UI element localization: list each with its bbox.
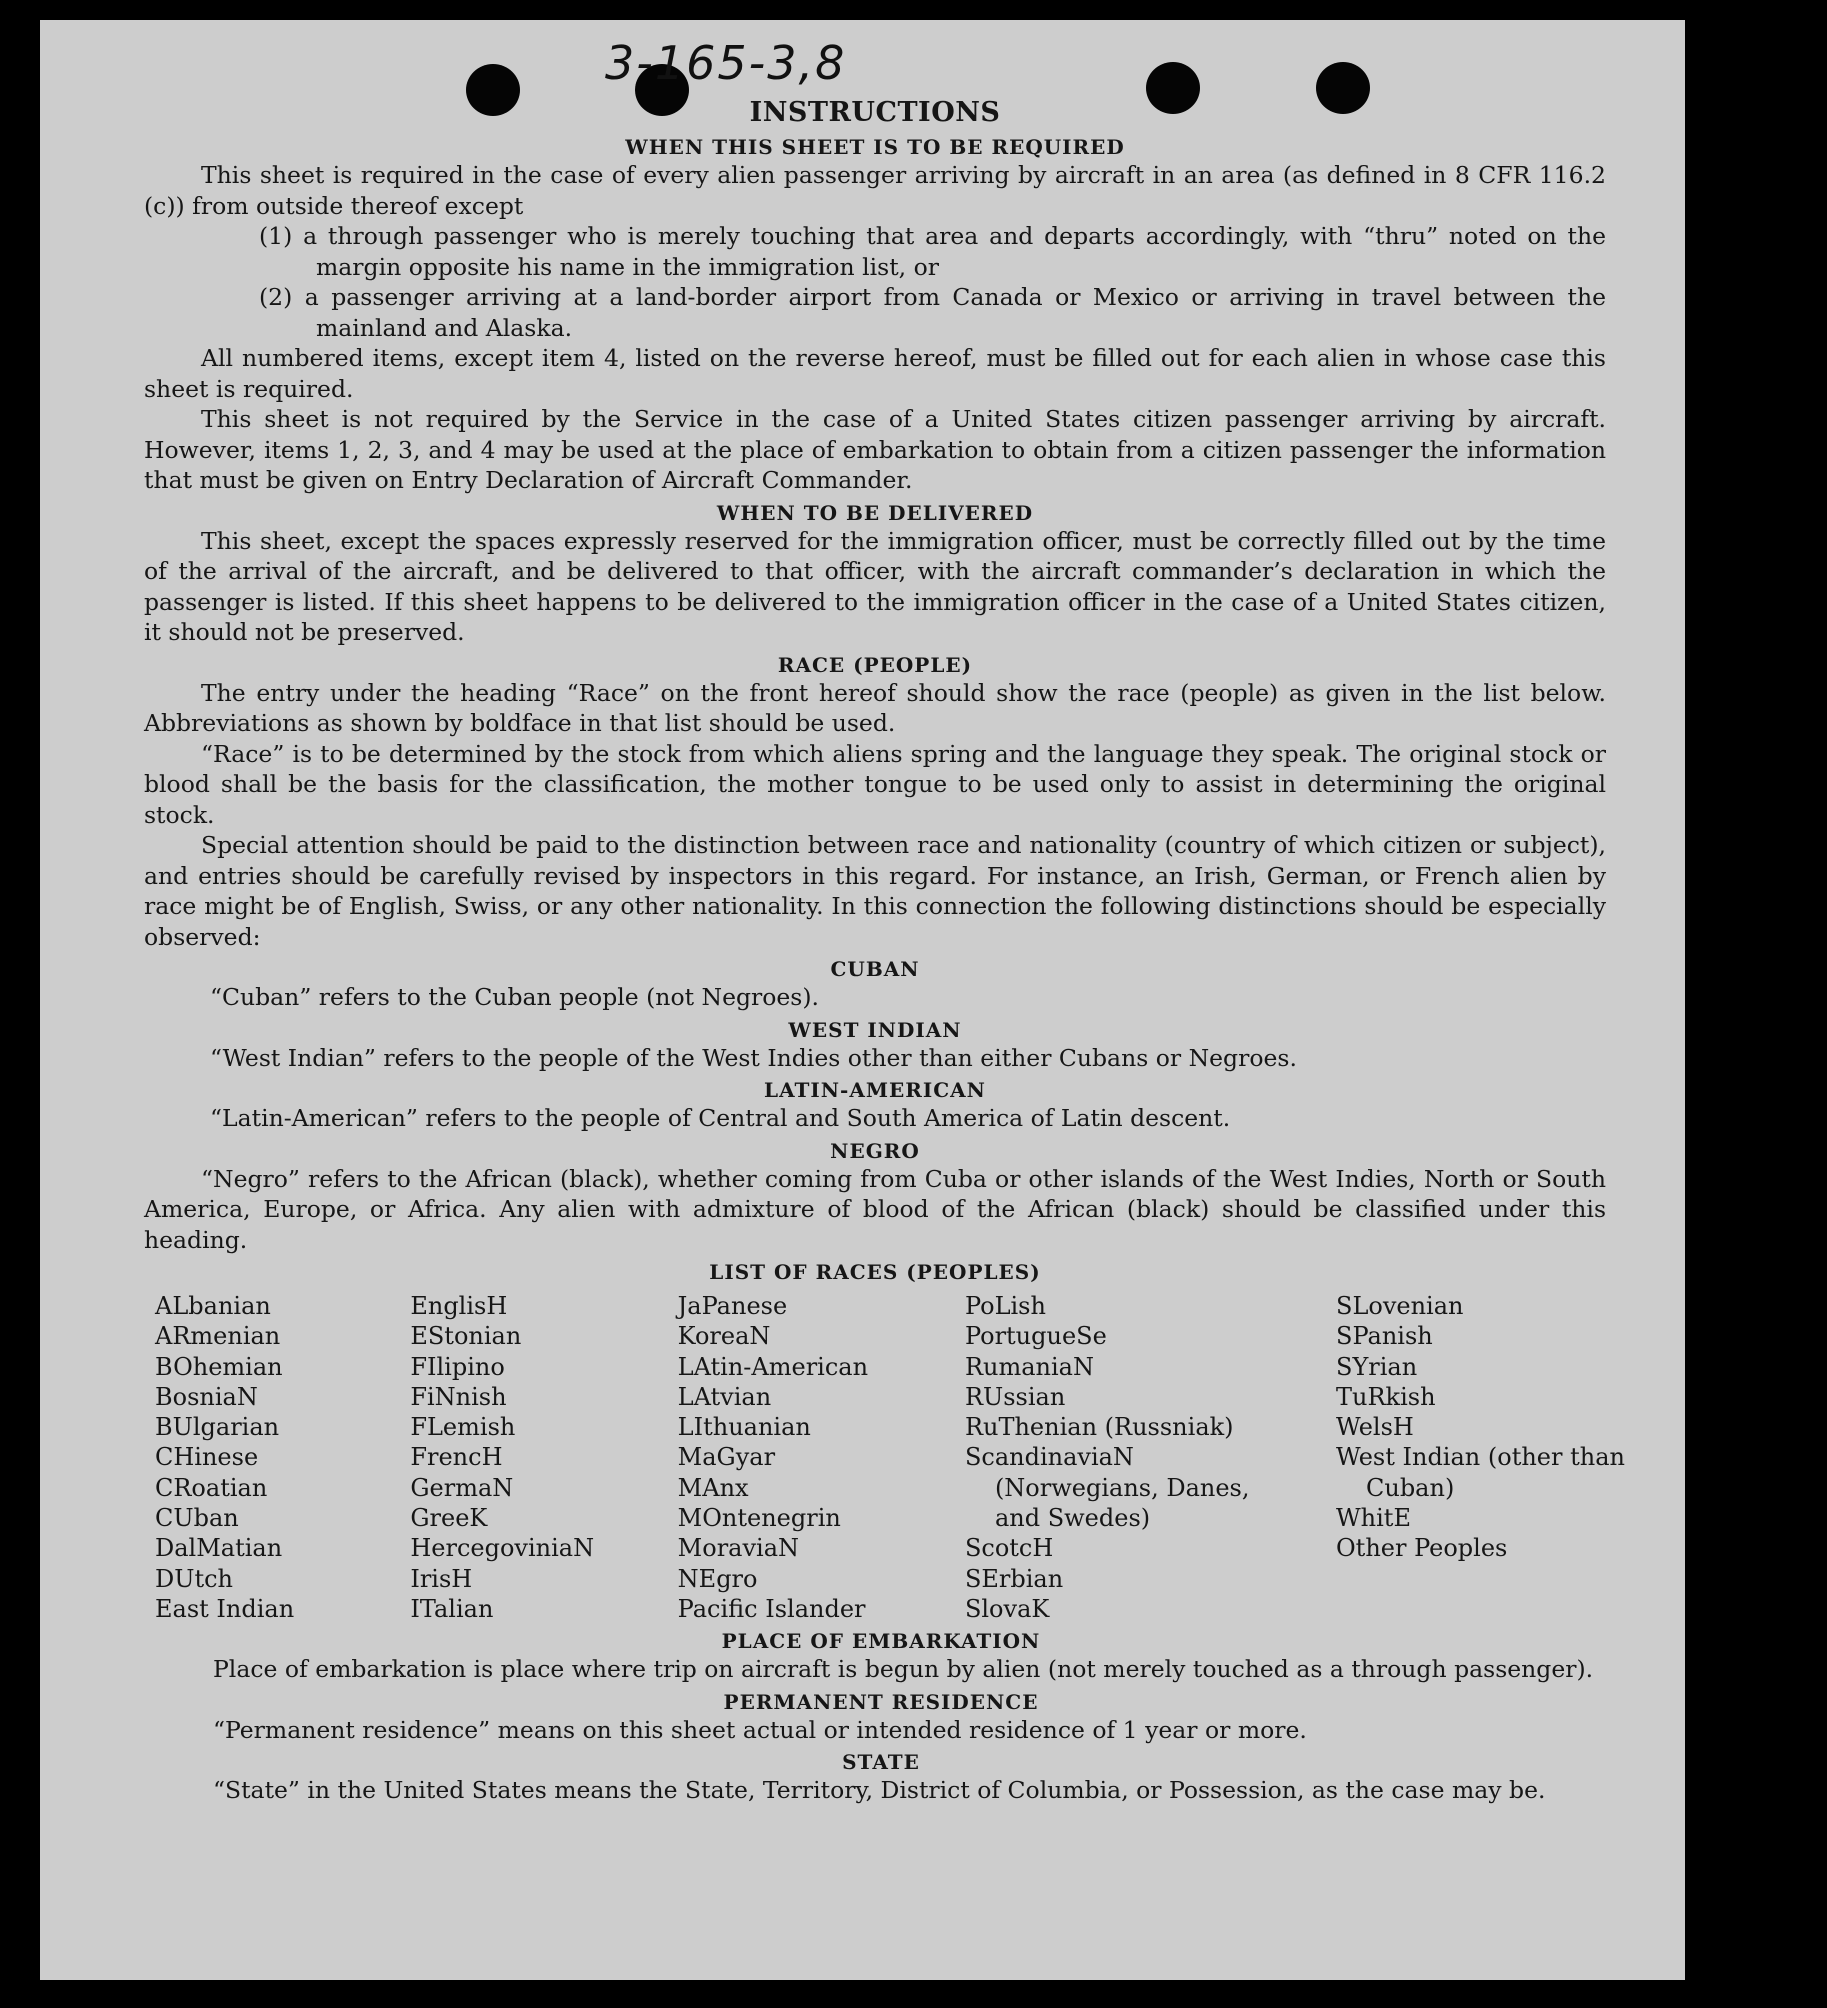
- race-item: SPanish: [1336, 1322, 1433, 1351]
- instructions-body: [144, 96, 1625, 1806]
- race-item: ARmenian: [155, 1322, 281, 1351]
- residence-definition: “Permanent residence” means on this sheet actual or intended residence of 1 year or more.: [213, 1715, 1307, 1744]
- race-list: [144, 1291, 1625, 1624]
- race-item: FLemish: [410, 1413, 516, 1442]
- race-item: SlovaK: [964, 1594, 1050, 1623]
- race-item: MOntenegrin: [677, 1504, 841, 1533]
- race-item: FIlipino: [410, 1352, 505, 1381]
- race-item: BosniaN: [155, 1382, 258, 1411]
- race-item: TuRkish: [1336, 1382, 1436, 1411]
- race-column-5: [1336, 1291, 1625, 1624]
- race-item: RUssian: [964, 1382, 1066, 1411]
- state-definition: “State” in the United States means the State, Territory, District of Columbia, or Possession, as the case may be.: [213, 1776, 1546, 1805]
- race-paragraph-1: The entry under the heading “Race” on the front hereof should show the race (people) as given in the list below. Abbreviations as shown by boldface in that list should be used.: [144, 678, 1606, 737]
- race-item: WelsH: [1336, 1413, 1414, 1442]
- when-required-paragraph-2: All numbered items, except item 4, listed on the reverse hereof, must be filled out for each alien in whose case this sheet is required.: [144, 344, 1606, 403]
- race-item: DUtch: [155, 1564, 234, 1593]
- race-item: EnglisH: [410, 1292, 508, 1320]
- heading-west-indian: WEST INDIAN: [788, 1017, 962, 1042]
- race-item: LAtvian: [677, 1382, 772, 1411]
- race-item: ScotcH: [964, 1534, 1054, 1563]
- race-item: SYrian: [1336, 1352, 1418, 1381]
- race-item: ITalian: [410, 1594, 494, 1623]
- when-required-paragraph-3: This sheet is not required by the Service in the case of a United States citizen passenger arriving by aircraft. However, items 1, 2, 3, and 4 may be used at the place of embarkation to obtain from a citizen passenger the information that must be given on Entry Declaration of Aircraft Commander.: [144, 405, 1606, 494]
- race-item: WhitE: [1336, 1504, 1411, 1533]
- heading-when-delivered: WHEN TO BE DELIVERED: [716, 500, 1034, 525]
- tail-sections: [144, 1628, 1606, 1806]
- heading-residence: PERMANENT RESIDENCE: [723, 1689, 1039, 1714]
- race-item: CRoatian: [155, 1473, 268, 1502]
- race-item: LAtin-American: [677, 1352, 869, 1381]
- race-item: RuThenian (Russniak): [964, 1413, 1234, 1442]
- race-item: NEgro: [677, 1564, 758, 1593]
- race-column-4: [965, 1291, 1336, 1624]
- race-item: IrisH: [410, 1564, 473, 1593]
- cuban-definition: “Cuban” refers to the Cuban people (not Negroes).: [210, 983, 820, 1011]
- race-item: West Indian (other than Cuban): [1336, 1443, 1625, 1502]
- race-item: SLovenian: [1336, 1292, 1464, 1320]
- race-item: SErbian: [964, 1564, 1064, 1593]
- heading-state: STATE: [842, 1750, 920, 1775]
- west-indian-definition: “West Indian” refers to the people of the West Indies other than either Cubans or Negroes.: [210, 1043, 1297, 1072]
- race-item: ScandinaviaN (Norwegians, Danes, and Swedes): [964, 1443, 1250, 1533]
- race-item: CUban: [155, 1504, 239, 1533]
- latin-american-definition: “Latin-American” refers to the people of Central and South America of Latin descent.: [210, 1104, 1231, 1132]
- race-item: MaGyar: [677, 1443, 776, 1472]
- heading-list-of-races: LIST OF RACES (PEOPLES): [709, 1260, 1041, 1284]
- race-item: MAnx: [677, 1473, 749, 1502]
- race-column-2: [410, 1291, 677, 1624]
- race-item: ALbanian: [155, 1292, 271, 1320]
- negro-definition: “Negro” refers to the African (black), whether coming from Cuba or other islands of the West Indies, North or South America, Europe, or Africa. Any alien with admixture of blood of the African (black) should be classified under this heading.: [144, 1164, 1606, 1254]
- heading-when-required: WHEN THIS SHEET IS TO BE REQUIRED: [625, 135, 1125, 159]
- heading-embarkation: PLACE OF EMBARKATION: [721, 1629, 1041, 1654]
- exception-item-2: (2) a passenger arriving at a land-border airport from Canada or Mexico or arriving in travel between the mainland and Alaska.: [259, 283, 1606, 342]
- race-item: JaPanese: [677, 1292, 788, 1320]
- embarkation-definition: Place of embarkation is place where trip on aircraft is begun by alien (not merely touched as a through passenger).: [213, 1655, 1594, 1684]
- race-item: GreeK: [410, 1504, 488, 1533]
- race-item: Pacific Islander: [677, 1594, 866, 1623]
- race-item: LIthuanian: [677, 1413, 811, 1442]
- race-column-3: [678, 1291, 965, 1624]
- race-column-1: [155, 1291, 410, 1624]
- race-item: CHinese: [155, 1443, 259, 1472]
- race-item: FiNnish: [410, 1382, 507, 1411]
- race-item: PoLish: [964, 1292, 1046, 1320]
- race-item: KoreaN: [677, 1322, 771, 1351]
- race-item: FrencH: [410, 1443, 503, 1472]
- race-paragraph-3: Special attention should be paid to the distinction between race and nationality (country of which citizen or subject), and entries should be carefully revised by inspectors in this regard. For instance, an Irish, German, or French alien by race might be of English, Swiss, or any other nationality. In this connection the following distinctions should be especially observed:: [144, 831, 1606, 951]
- heading-latin-american: LATIN-AMERICAN: [764, 1078, 986, 1102]
- race-item: MoraviaN: [677, 1534, 800, 1563]
- race-item: PortugueSe: [964, 1322, 1107, 1351]
- race-item: EStonian: [410, 1322, 522, 1351]
- exception-item-1: (1) a through passenger who is merely touching that area and departs accordingly, with “thru” noted on the margin opposite his name in the immigration list, or: [259, 222, 1606, 281]
- handwritten-note: 3-165-3,8: [605, 36, 847, 90]
- race-item: RumaniaN: [964, 1352, 1094, 1381]
- heading-cuban: CUBAN: [830, 957, 920, 981]
- heading-negro: NEGRO: [830, 1138, 920, 1163]
- race-paragraph-2: “Race” is to be determined by the stock from which aliens spring and the language they speak. The original stock or blood shall be the basis for the classification, the mother tongue to be used only to assist in determining the original stock.: [144, 739, 1606, 829]
- when-delivered-paragraph: This sheet, except the spaces expressly reserved for the immigration officer, must be correctly filled out by the time of the arrival of the aircraft, and be delivered to that officer, with the aircraft commander’s declaration in which the passenger is listed. If this sheet happens to be delivered to the immigration officer in the case of a United States citizen, it should not be preserved.: [144, 526, 1606, 646]
- race-item: BUlgarian: [155, 1413, 280, 1442]
- race-item: East Indian: [155, 1594, 295, 1623]
- when-required-paragraph-1: This sheet is required in the case of every alien passenger arriving by aircraft in an area (as defined in 8 CFR 116.2 (c)) from outside thereof except: [144, 161, 1606, 220]
- race-item: GermaN: [410, 1473, 514, 1502]
- page-title: INSTRUCTIONS: [749, 97, 1001, 128]
- race-item: DalMatian: [155, 1534, 283, 1563]
- race-item: HercegoviniaN: [410, 1534, 595, 1563]
- document-page: [40, 20, 1685, 1980]
- race-item: Other Peoples: [1336, 1534, 1508, 1563]
- heading-race: RACE (PEOPLE): [777, 652, 973, 677]
- race-item: BOhemian: [155, 1352, 283, 1381]
